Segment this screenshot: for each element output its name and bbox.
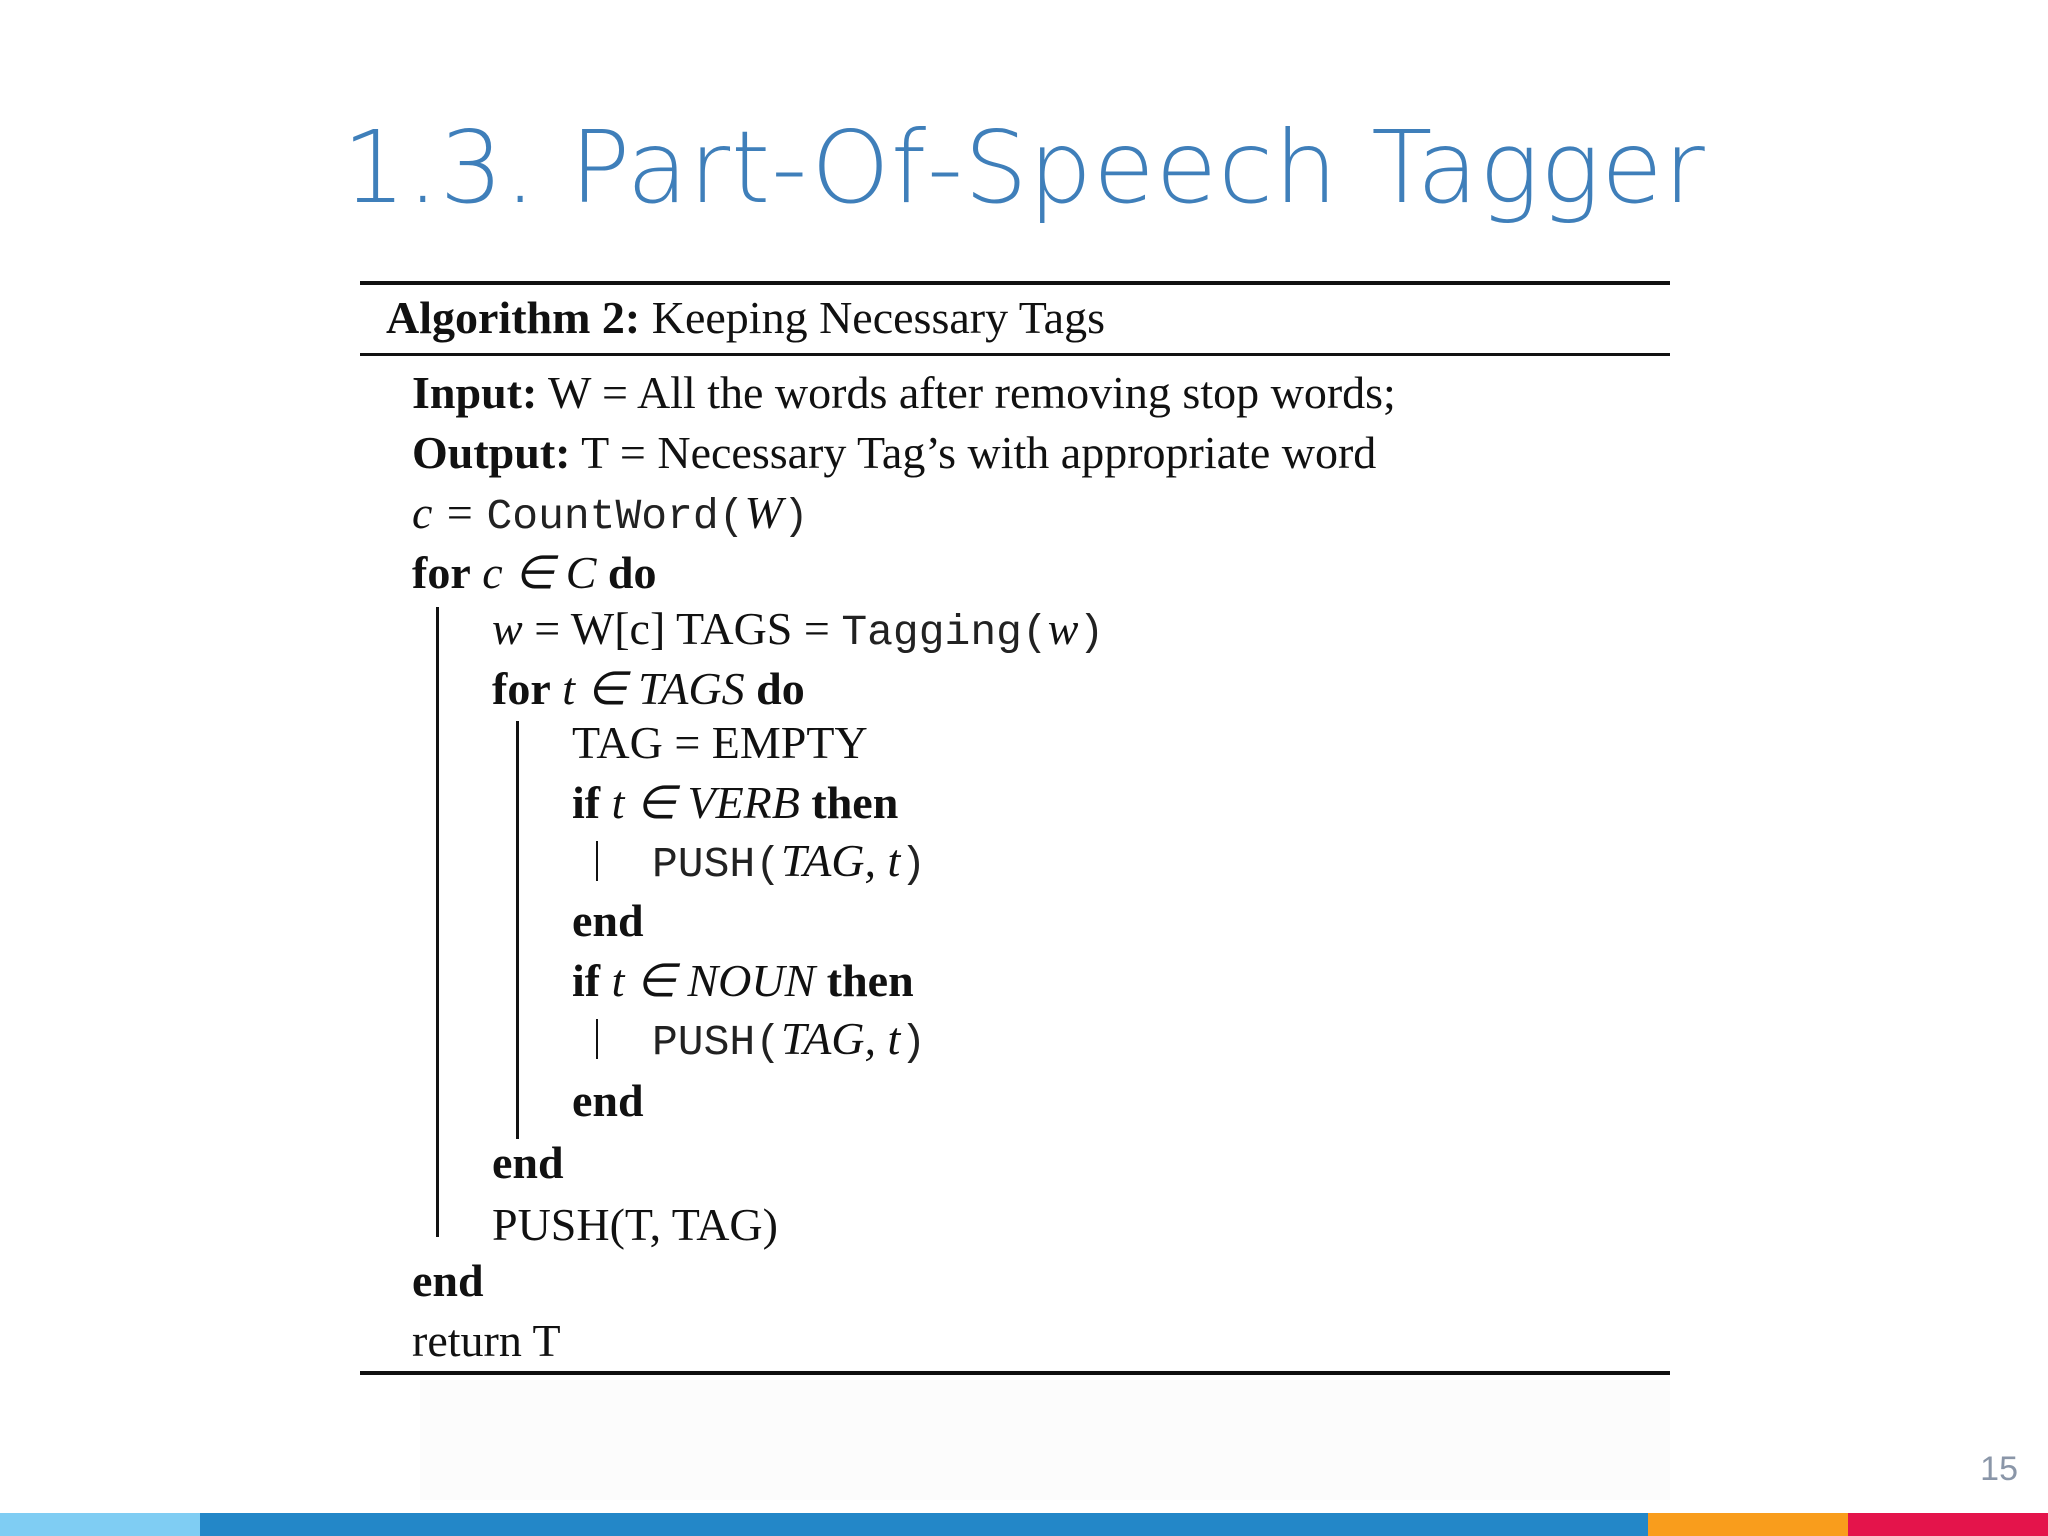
tag-empty-line: TAG = EMPTY bbox=[572, 717, 868, 768]
end-for-inner: end bbox=[492, 1137, 564, 1188]
w-assign: = W[c] TAGS = bbox=[534, 603, 830, 654]
bottom-rule bbox=[360, 1371, 1670, 1375]
figure-background bbox=[420, 1380, 1670, 1500]
tagging-func: Tagging( bbox=[841, 608, 1048, 657]
push-func: PUSH( bbox=[652, 1018, 782, 1067]
for-inner-line bbox=[492, 661, 805, 717]
for-inner-expr: t ∈ bbox=[562, 663, 627, 714]
if-noun-line bbox=[572, 953, 914, 1009]
tagging-close: ) bbox=[1078, 608, 1105, 657]
for-inner-set: TAGS bbox=[638, 663, 745, 714]
countword-close: ) bbox=[782, 492, 809, 541]
if-noun-expr: t ∈ bbox=[611, 955, 676, 1006]
end-for-outer: end bbox=[412, 1255, 484, 1306]
algorithm-label: Algorithm 2: bbox=[386, 292, 641, 343]
top-rule bbox=[360, 281, 1670, 285]
for-keyword: for bbox=[412, 547, 471, 598]
end-if-noun: end bbox=[572, 1075, 644, 1126]
if-keyword: if bbox=[572, 777, 601, 828]
if-verb-set: VERB bbox=[687, 777, 800, 828]
count-assign: c = bbox=[412, 487, 475, 538]
outer-loop-bar bbox=[436, 607, 439, 1237]
algorithm-title: Keeping Necessary Tags bbox=[651, 292, 1105, 343]
output-line bbox=[412, 425, 1376, 481]
if-verb-line bbox=[572, 775, 898, 831]
push-args: TAG, t bbox=[781, 1013, 901, 1064]
countword-arg: W bbox=[744, 487, 783, 538]
countword-line bbox=[412, 485, 809, 545]
if-noun-bar bbox=[596, 1019, 598, 1059]
w-var: w bbox=[492, 603, 523, 654]
slide-title: 1.3. Part-Of-Speech Tagger bbox=[342, 109, 1706, 226]
output-text: T = Necessary Tag’s with appropriate word bbox=[581, 427, 1377, 478]
do-keyword: do bbox=[607, 547, 657, 598]
input-text: W = All the words after removing stop words; bbox=[547, 367, 1396, 418]
for-keyword: for bbox=[492, 663, 551, 714]
push-func: PUSH( bbox=[652, 840, 782, 889]
footer-segment-blue bbox=[200, 1513, 1648, 1536]
if-keyword: if bbox=[572, 955, 601, 1006]
footer-segment-red bbox=[1848, 1513, 2048, 1536]
algorithm-figure bbox=[360, 281, 1670, 1375]
header-rule bbox=[360, 353, 1670, 356]
push-close: ) bbox=[900, 1018, 927, 1067]
input-label: Input: bbox=[412, 367, 538, 418]
then-keyword: then bbox=[826, 955, 914, 1006]
for-outer-line bbox=[412, 545, 657, 601]
end-if-verb: end bbox=[572, 895, 644, 946]
push-verb-line bbox=[652, 833, 926, 893]
if-verb-bar bbox=[596, 841, 598, 881]
inner-loop-bar bbox=[516, 721, 519, 1139]
for-outer-expr: c ∈ C bbox=[482, 547, 597, 598]
footer-segment-light-blue bbox=[0, 1513, 200, 1536]
footer-segment-orange bbox=[1648, 1513, 1848, 1536]
if-verb-expr: t ∈ bbox=[611, 777, 676, 828]
push-final-line: PUSH(T, TAG) bbox=[492, 1199, 778, 1250]
then-keyword: then bbox=[811, 777, 899, 828]
tagging-line bbox=[492, 601, 1104, 661]
countword-func: CountWord( bbox=[486, 492, 745, 541]
input-line bbox=[412, 365, 1396, 421]
tagging-arg: w bbox=[1047, 603, 1079, 654]
do-keyword: do bbox=[756, 663, 805, 714]
return-line: return T bbox=[412, 1315, 561, 1366]
push-noun-line bbox=[652, 1011, 926, 1071]
push-close: ) bbox=[900, 840, 927, 889]
page-number: 15 bbox=[1980, 1450, 2018, 1488]
algorithm-header bbox=[386, 287, 1105, 349]
push-args: TAG, t bbox=[781, 835, 901, 886]
if-noun-set: NOUN bbox=[687, 955, 816, 1006]
output-label: Output: bbox=[412, 427, 571, 478]
